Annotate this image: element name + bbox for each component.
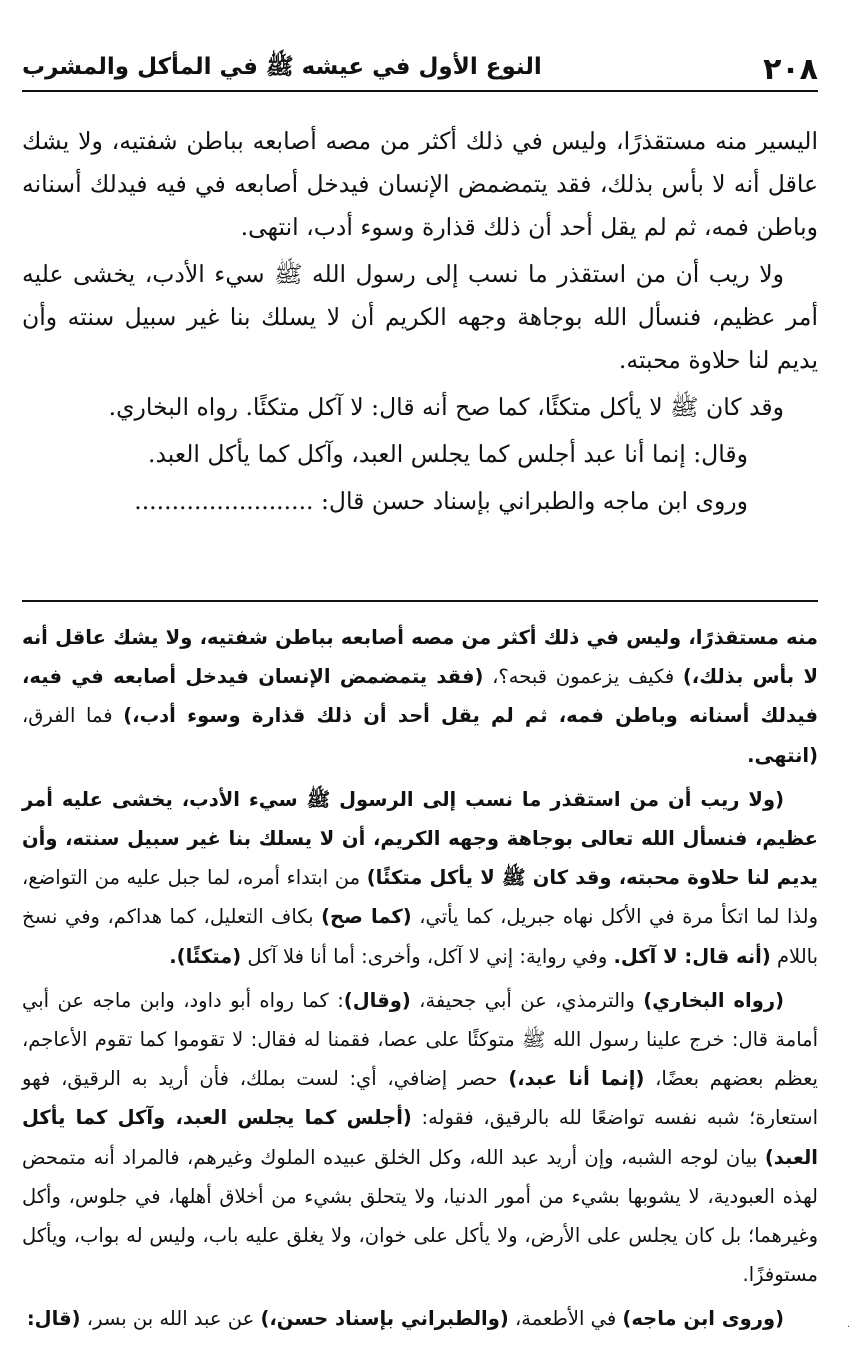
matn-paragraph-3: وقد كان ﷺ لا يأكل متكئًا، كما صح أنه قال: لا آكل متكئًا. رواه البخاري. — [108, 393, 784, 421]
text-segment-1: من ابتداء أمره، لما جبل عليه من التواضع، ولذا لما اتكأ مرة في الأكل نهاه جبريل، كما يأتي، — [22, 866, 818, 929]
bold-segment-4: (أنه قال: لا آكل. — [613, 944, 771, 968]
matn-paragraph-1: اليسير منه مستقذرًا، وليس في ذلك أكثر من مصه أصابعه بباطن شفتيه، ولا يشك عاقل أنه لا بأس بذلك، فقد يتمضمض الإنسان فيدخل أصابعه في فيه فيدلك أسنانه وباطن فمه، ثم لم يقل أحد أن ذلك قذارة وسوء أدب، انتهى. — [22, 127, 818, 241]
main-text — [22, 120, 818, 527]
bold-segment-4: (قال: — [26, 1307, 81, 1331]
separator-line — [22, 600, 818, 602]
page-number: ٢٠٨ — [763, 51, 818, 87]
ellipsis-dots: ........................ — [134, 487, 314, 515]
matn-paragraph-5-text: وروى ابن ماجه والطبراني بإسناد حسن قال: — [321, 487, 748, 515]
text-segment-7: بيان لوجه الشبه، وإن أريد عبد الله، وكل الخلق عبيده الملوك وغيرهم، فالمراد أنه متمحض لهذه العبودية، لا يشوبها بشيء من أمور الدنيا، ولا يتحلق بشيء من أخلاق أهلها، في جلوس، وأكل وغيرهما؛ بل كان يجلس على الأرض، ولا يأكل على خوان، ولا يغلق عليه باب، وليس له بواب، ويأكل مستوفزًا. — [22, 1145, 818, 1287]
text-segment-3: فما الفرق، — [22, 704, 124, 728]
commentary-text — [22, 618, 818, 1344]
bold-segment-2: (وقال) — [343, 988, 411, 1012]
sharh-paragraph-3 — [22, 981, 818, 1295]
sharh-paragraph-1 — [22, 618, 818, 775]
margin-mark: · — [846, 1322, 850, 1333]
bold-segment-0: (ولا ريب أن من استقذر ما نسب إلى الرسول ﷺ سيء الأدب، يخشى عليه أمر عظيم، فنسأل الله تعالى بوجاهة وجهه الكريم، أن لا يسلك بنا غير سبيل سنته، وأن يديم لنا حلاوة محبته، وقد كان ﷺ لا يأكل متكئًا) — [22, 787, 819, 890]
text-segment-3: عن عبد الله بن بسر، — [80, 1307, 261, 1331]
sharh-paragraph-4 — [22, 1299, 818, 1338]
bold-segment-2: (والطبراني بإسناد حسن،) — [260, 1307, 509, 1331]
text-segment-3: بكاف التعليل، كما هداكم، وفي نسخ باللام — [22, 905, 818, 968]
bold-segment-6: (أجلس كما يجلس العبد، وآكل كما يأكل العبد) — [22, 1106, 818, 1169]
bold-segment-4: (انتهى. — [747, 743, 818, 767]
text-segment-5: حصر إضافي، أي: لست بملك، فأن أريد به الرقيق، فهو استعارة؛ شبه نفسه تواضعًا لله بالرقيق، فقوله: — [22, 1067, 819, 1130]
bold-segment-4: (إنما أنا عبد،) — [508, 1067, 645, 1091]
page-header — [22, 48, 818, 92]
matn-paragraph-5 — [22, 480, 818, 523]
sharh-paragraph-2 — [22, 780, 818, 976]
bold-segment-0: (وروى ابن ماجه) — [622, 1307, 784, 1331]
bold-segment-0: (رواه البخاري) — [643, 988, 784, 1012]
text-segment-3: : كما رواه أبو داود، وابن ماجه عن أبي أمامة قال: خرج علينا رسول الله ﷺ متوكئًا على عصا، فقمنا له فقال: لا تقوموا كما تقوم الأعاجم، يعظم بعضهم بعضًا، — [22, 988, 818, 1091]
bold-segment-6: (متكئًا). — [169, 944, 242, 968]
bold-segment-0: منه مستقذرًا، وليس في ذلك أكثر من مصه أصابعه بباطن شفتيه، ولا يشك عاقل أنه لا بأس بذلك،) — [22, 626, 818, 689]
text-segment-1: والترمذي، عن أبي جحيفة، — [410, 988, 644, 1012]
running-title: النوع الأول في عيشه ﷺ في المأكل والمشرب — [22, 54, 542, 80]
text-segment-1: في الأطعمة، — [508, 1307, 623, 1331]
matn-paragraph-4: وقال: إنما أنا عبد أجلس كما يجلس العبد، وآكل كما يأكل العبد. — [147, 440, 748, 468]
matn-paragraph-2: ولا ريب أن من استقذر ما نسب إلى رسول الله ﷺ سيء الأدب، يخشى عليه أمر عظيم، فنسأل الله بوجاهة وجهه الكريم أن لا يسلك بنا غير سبيل سنته وأن يديم لنا حلاوة محبته. — [22, 260, 818, 374]
text-segment-1: فكيف يزعمون قبحه؟، — [483, 665, 683, 689]
bold-segment-2: (كما صح) — [321, 905, 412, 929]
text-segment-5: وفي رواية: إني لا آكل، وأخرى: أما أنا فلا آكل — [241, 944, 614, 968]
bold-segment-2: (فقد يتمضمض الإنسان فيدخل أصابعه في فيه، فيدلك أسنانه وباطن فمه، ثم لم يقل أحد أن ذلك قذارة وسوء أدب،) — [22, 665, 818, 728]
